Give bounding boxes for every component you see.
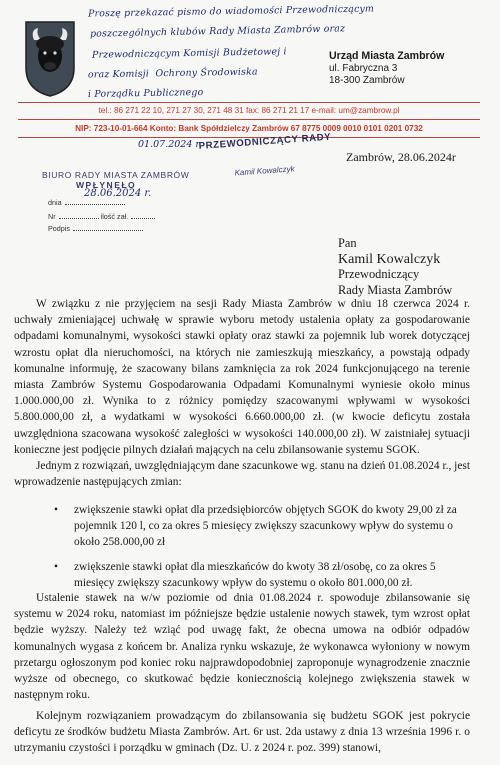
paragraph-1: W związku z nie przyjęciem na sesji Rady Miasta Zambrów w dniu 18 czerwca 2024 r. uchwały zmieniającej uchwałę w sprawie wyboru metody ustalenia opłaty za gospodarowanie odpadami komunalnymi, wysokości stawki opłaty oraz stawki za pojemnik lub worek dotyczącej wzrostu opłat dla nieruchomości, na których nie zamieszkują mieszkańcy, a powstają odpady komunalne informuję, że szacowany bilans zamknięcia za rok 2024 funkcjonującego na terenie miasta Zambrów Systemu Gospodarowania Odpadami Komunalnymi wyniesie około minus 1.000.000,00 zł. Wynika to z różnicy pomiędzy szacowanymi wpływami w wysokości 5.800.000,00 zł, a wydatkami w wysokości 6.660.000,00 zł. (w kwocie deficytu została uwzględniona szacowana wysokość zaległości w wysokości 140.000,00 zł). W zaistniałej sytuacji konieczne jest podjęcie pilnych działań mających na celu zbilansowanie systemu SGOK. bbox=[14, 298, 470, 456]
stamp-attachments-label: ilość zał. bbox=[100, 212, 129, 221]
stamp-received-label: WPŁYNĘŁO bbox=[76, 180, 137, 190]
letter-place-date: Zambrów, 28.06.2024r bbox=[346, 150, 456, 164]
recipient-title: Pan bbox=[338, 236, 357, 250]
nip-line: NIP: 723-10-01-664 Konto: Bank Spółdzielczy Zambrów 67 8775 0009 0010 0101 0201 0732 bbox=[75, 124, 423, 133]
office-address bbox=[329, 50, 444, 88]
header-divider-mid bbox=[18, 119, 480, 120]
paragraph-4: Kolejnym rozwiązaniem prowadzącym do zbilansowania się budżetu SGOK jest pokrycie deficytu ze środków budżetu Miasta Zambrów. Art. 6r ust. 2da ustawy z dnia 13 września 1996 r. o utrzymaniu czystości i porządku w gminach (Dz. U. z 2024 r. poz. 399) stanowi, bbox=[14, 710, 470, 755]
bison-crest-icon bbox=[24, 20, 76, 98]
change-list bbox=[54, 502, 470, 599]
handwritten-line-4: oraz Komisji Ochrony Środowiska bbox=[87, 66, 258, 81]
office-street: ul. Fabryczna 3 bbox=[329, 62, 398, 74]
received-stamp bbox=[20, 160, 200, 234]
list-item: • zwiększenie stawki opłat dla mieszkańców do kwoty 38 zł/osobę, co za okres 5 miesięcy zwiększy szacunkowy wpływ do systemu o około 801.000,00 zł. bbox=[54, 560, 436, 589]
stamp-number-label: Nr bbox=[48, 212, 56, 221]
stamp-signature-label: Podpis bbox=[48, 224, 70, 233]
header-divider-top bbox=[18, 102, 480, 103]
office-postal: 18-300 Zambrów bbox=[329, 75, 405, 86]
chairman-stamp bbox=[198, 131, 341, 193]
recipient-organization: Rady Miasta Zambrów bbox=[338, 282, 453, 297]
paragraph-2: Jednym z rozwiązań, uwzględniającym dane szacunkowe wg. stanu na dzień 01.08.2024 r., jest wprowadzenie następujących zmian: bbox=[14, 460, 470, 489]
handwritten-line-2: poszczególnych klubów Rady Miasta Zambrów oraz bbox=[89, 23, 346, 40]
handwritten-line-1: Proszę przekazać pismo do wiadomości Przewodniczącym bbox=[87, 3, 375, 20]
handwritten-line-5: i Porządku Publicznego bbox=[87, 86, 204, 101]
bullet-icon: • bbox=[54, 504, 58, 516]
office-name: Urząd Miasta Zambrów bbox=[329, 50, 445, 62]
contact-line: tel.: 86 271 22 10, 271 27 30, 271 48 31 fax: 86 271 21 17 e-mail: um@zambrow.pl bbox=[98, 106, 400, 115]
stamp-signature-row bbox=[48, 222, 143, 233]
recipient-block bbox=[338, 236, 452, 298]
chairman-stamp-title: PRZEWODNICZĄCY RADY bbox=[198, 131, 332, 152]
recipient-role: Przewodniczący bbox=[338, 267, 420, 281]
list-item: • zwiększenie stawki opłat dla przedsiębiorców objętych SGOK do kwoty 29,00 zł za pojemnik 120 l, co za okres 5 miesięcy zwiększy szacunkowy wpływ do systemu o około 258.000,00 zł bbox=[54, 504, 457, 549]
chairman-stamp-signature: Kamil Kowalczyk bbox=[234, 164, 295, 178]
stamp-office-title: BIURO RADY MIASTA ZAMBRÓW bbox=[42, 170, 190, 180]
handwritten-line-3: Przewodniczącym Komisji Budżetowej i bbox=[91, 46, 287, 61]
stamp-date-label: dnia bbox=[48, 198, 62, 207]
stamp-number-row bbox=[48, 210, 155, 221]
paragraph-3: Ustalenie stawek na w/w poziomie od dnia 01.08.2024 r. spowoduje zbilansowanie się systemu w 2024 roku, natomiast im późniejsze będzie ustalenie nowych stawek, tym wzrost opłat będzie wyższy. Należy też wziąć pod uwagę fakt, że obecna umowa na odbiór odpadów komunalnych wygasa z końcem br. Analiza rynku wskazuje, że wykonawca wyłoniony w nowym przetargu ogłoszonym pod koniec roku najprawdopodobniej zaproponuje wynagrodzenie znacznie wyższe od obecnego, co skutkować będzie koniecznością kolejnego zwiększenia stawek w następnym roku. bbox=[14, 592, 470, 702]
chairman-stamp-date: 01.07.2024 r. bbox=[138, 139, 202, 150]
stamp-date-value: 28.06.2024 r. bbox=[84, 188, 152, 199]
bullet-icon: • bbox=[54, 560, 58, 573]
recipient-name: Kamil Kowalczyk bbox=[338, 251, 441, 267]
